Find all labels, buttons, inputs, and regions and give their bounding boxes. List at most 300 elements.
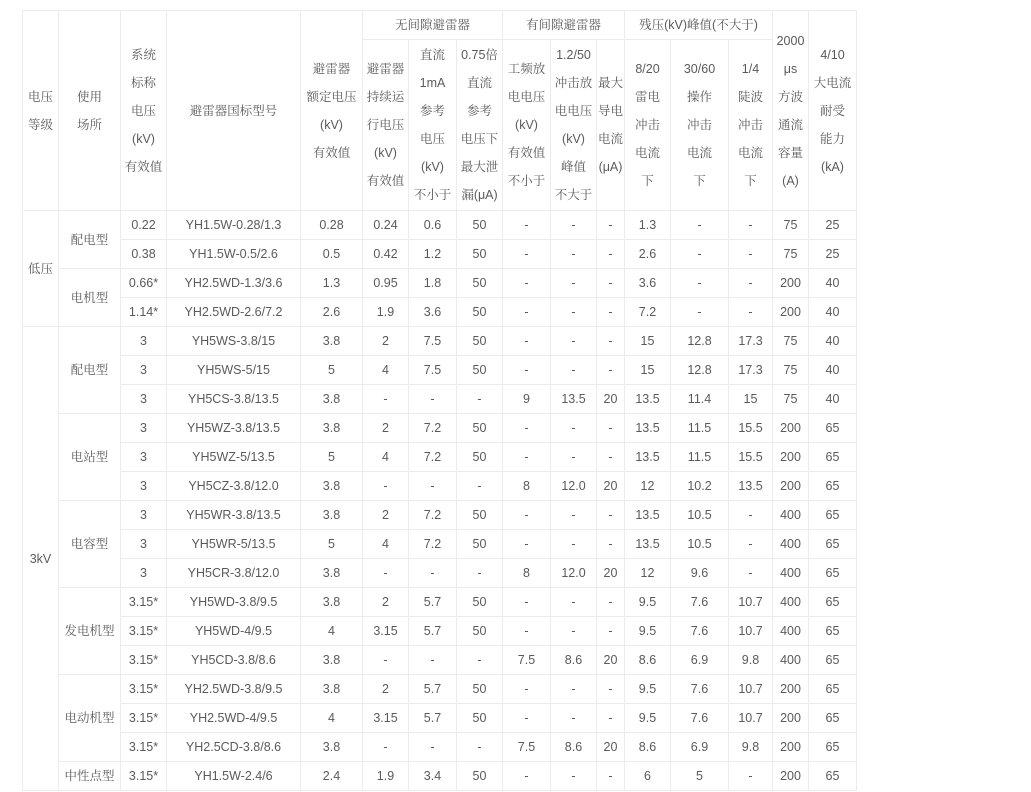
- cell-model: YH5WD-4/9.5: [167, 617, 301, 646]
- cell-system-voltage: 3: [121, 414, 167, 443]
- cell-leakage: 50: [457, 443, 503, 472]
- cell-residual-3060: -: [671, 211, 729, 240]
- cell-rated-voltage: 4: [301, 704, 363, 733]
- cell-power-freq-spark: -: [503, 414, 551, 443]
- cell-rated-voltage: 0.28: [301, 211, 363, 240]
- cell-continuous-voltage: 2: [363, 501, 409, 530]
- cell-leakage: -: [457, 646, 503, 675]
- cell-residual-14: -: [729, 559, 773, 588]
- cell-power-freq-spark: -: [503, 327, 551, 356]
- cell-impulse-spark: -: [551, 414, 597, 443]
- cell-square-wave: 75: [773, 211, 809, 240]
- cell-high-current: 40: [809, 298, 857, 327]
- cell-residual-820: 6: [625, 762, 671, 791]
- cell-dc-ref-voltage: 7.2: [409, 530, 457, 559]
- cell-rated-voltage: 3.8: [301, 733, 363, 762]
- cell-residual-3060: 10.5: [671, 501, 729, 530]
- cell-residual-3060: 11.4: [671, 385, 729, 414]
- cell-high-current: 40: [809, 327, 857, 356]
- table-row: [23, 530, 857, 559]
- table-row: [23, 269, 857, 298]
- cell-residual-3060: 7.6: [671, 704, 729, 733]
- cell-continuous-voltage: -: [363, 472, 409, 501]
- cell-power-freq-spark: -: [503, 501, 551, 530]
- voltage-level-cell: 3kV: [23, 327, 59, 791]
- cell-high-current: 65: [809, 675, 857, 704]
- table-body: [23, 211, 857, 791]
- cell-residual-14: 10.7: [729, 588, 773, 617]
- cell-conduction-current: -: [597, 443, 625, 472]
- header-residual-14: 1/4 陡波 冲击 电流 下: [729, 40, 773, 211]
- cell-continuous-voltage: 2: [363, 588, 409, 617]
- cell-residual-820: 12: [625, 559, 671, 588]
- cell-high-current: 65: [809, 646, 857, 675]
- cell-leakage: 50: [457, 211, 503, 240]
- cell-residual-820: 1.3: [625, 211, 671, 240]
- cell-high-current: 65: [809, 414, 857, 443]
- cell-model: YH1.5W-0.28/1.3: [167, 211, 301, 240]
- header-residual-group: 残压(kV)峰值(不大于): [625, 11, 773, 40]
- table-row: [23, 617, 857, 646]
- cell-residual-14: -: [729, 211, 773, 240]
- cell-high-current: 40: [809, 269, 857, 298]
- cell-square-wave: 75: [773, 356, 809, 385]
- cell-residual-14: -: [729, 240, 773, 269]
- cell-dc-ref-voltage: 7.5: [409, 356, 457, 385]
- cell-leakage: 50: [457, 356, 503, 385]
- header-gapless-dc-ref: 直流 1mA 参考 电压 (kV) 不小于: [409, 40, 457, 211]
- cell-conduction-current: -: [597, 501, 625, 530]
- cell-continuous-voltage: 4: [363, 443, 409, 472]
- cell-dc-ref-voltage: 5.7: [409, 617, 457, 646]
- cell-model: YH5WS-5/15: [167, 356, 301, 385]
- cell-square-wave: 200: [773, 298, 809, 327]
- cell-residual-820: 13.5: [625, 530, 671, 559]
- cell-rated-voltage: 3.8: [301, 559, 363, 588]
- cell-leakage: 50: [457, 240, 503, 269]
- cell-residual-14: 10.7: [729, 617, 773, 646]
- cell-system-voltage: 3.15*: [121, 675, 167, 704]
- cell-dc-ref-voltage: 1.8: [409, 269, 457, 298]
- cell-residual-820: 9.5: [625, 617, 671, 646]
- header-square-wave: 2000 μs 方波 通流 容量 (A): [773, 11, 809, 211]
- cell-impulse-spark: -: [551, 211, 597, 240]
- cell-continuous-voltage: -: [363, 385, 409, 414]
- cell-model: YH2.5WD-1.3/3.6: [167, 269, 301, 298]
- cell-rated-voltage: 3.8: [301, 414, 363, 443]
- cell-residual-3060: -: [671, 240, 729, 269]
- cell-impulse-spark: -: [551, 704, 597, 733]
- cell-power-freq-spark: -: [503, 356, 551, 385]
- cell-power-freq-spark: -: [503, 443, 551, 472]
- cell-impulse-spark: 8.6: [551, 733, 597, 762]
- cell-rated-voltage: 4: [301, 617, 363, 646]
- cell-continuous-voltage: 0.24: [363, 211, 409, 240]
- cell-square-wave: 400: [773, 559, 809, 588]
- cell-high-current: 65: [809, 443, 857, 472]
- usage-cell: 电站型: [59, 414, 121, 501]
- cell-residual-14: 10.7: [729, 675, 773, 704]
- table-header: [23, 11, 857, 211]
- cell-rated-voltage: 3.8: [301, 646, 363, 675]
- cell-residual-820: 3.6: [625, 269, 671, 298]
- cell-rated-voltage: 2.6: [301, 298, 363, 327]
- cell-residual-820: 9.5: [625, 588, 671, 617]
- cell-model: YH5CR-3.8/12.0: [167, 559, 301, 588]
- cell-residual-820: 8.6: [625, 733, 671, 762]
- cell-conduction-current: 20: [597, 646, 625, 675]
- cell-impulse-spark: -: [551, 617, 597, 646]
- cell-square-wave: 400: [773, 588, 809, 617]
- cell-model: YH1.5W-2.4/6: [167, 762, 301, 791]
- cell-conduction-current: 20: [597, 472, 625, 501]
- cell-impulse-spark: -: [551, 240, 597, 269]
- cell-power-freq-spark: -: [503, 762, 551, 791]
- cell-model: YH2.5WD-4/9.5: [167, 704, 301, 733]
- cell-dc-ref-voltage: -: [409, 646, 457, 675]
- cell-residual-820: 7.2: [625, 298, 671, 327]
- cell-residual-14: 15.5: [729, 443, 773, 472]
- cell-leakage: -: [457, 472, 503, 501]
- cell-system-voltage: 3: [121, 559, 167, 588]
- cell-conduction-current: -: [597, 617, 625, 646]
- table-row: [23, 588, 857, 617]
- cell-system-voltage: 0.66*: [121, 269, 167, 298]
- table-row: [23, 240, 857, 269]
- cell-leakage: 50: [457, 414, 503, 443]
- cell-impulse-spark: -: [551, 356, 597, 385]
- cell-residual-820: 15: [625, 356, 671, 385]
- cell-residual-3060: 10.2: [671, 472, 729, 501]
- cell-system-voltage: 3: [121, 327, 167, 356]
- cell-dc-ref-voltage: 3.6: [409, 298, 457, 327]
- cell-leakage: 50: [457, 530, 503, 559]
- usage-cell: 配电型: [59, 327, 121, 414]
- cell-high-current: 65: [809, 472, 857, 501]
- cell-leakage: 50: [457, 675, 503, 704]
- cell-continuous-voltage: 1.9: [363, 762, 409, 791]
- cell-dc-ref-voltage: 1.2: [409, 240, 457, 269]
- cell-rated-voltage: 3.8: [301, 472, 363, 501]
- cell-system-voltage: 3: [121, 356, 167, 385]
- cell-square-wave: 200: [773, 733, 809, 762]
- cell-residual-14: 9.8: [729, 733, 773, 762]
- usage-cell: 电容型: [59, 501, 121, 588]
- cell-residual-14: -: [729, 762, 773, 791]
- cell-leakage: 50: [457, 588, 503, 617]
- cell-continuous-voltage: -: [363, 646, 409, 675]
- cell-rated-voltage: 3.8: [301, 327, 363, 356]
- cell-residual-820: 13.5: [625, 443, 671, 472]
- cell-high-current: 40: [809, 385, 857, 414]
- cell-conduction-current: -: [597, 704, 625, 733]
- cell-high-current: 65: [809, 559, 857, 588]
- cell-leakage: 50: [457, 762, 503, 791]
- cell-square-wave: 400: [773, 617, 809, 646]
- cell-residual-3060: 6.9: [671, 733, 729, 762]
- voltage-level-cell: 低压: [23, 211, 59, 327]
- cell-high-current: 25: [809, 211, 857, 240]
- cell-leakage: -: [457, 559, 503, 588]
- cell-residual-820: 13.5: [625, 414, 671, 443]
- cell-square-wave: 200: [773, 269, 809, 298]
- table-row: [23, 211, 857, 240]
- cell-model: YH5WR-5/13.5: [167, 530, 301, 559]
- cell-continuous-voltage: 0.42: [363, 240, 409, 269]
- cell-residual-14: -: [729, 269, 773, 298]
- cell-power-freq-spark: -: [503, 704, 551, 733]
- cell-system-voltage: 3.15*: [121, 646, 167, 675]
- arrester-spec-table: [22, 10, 857, 791]
- cell-square-wave: 200: [773, 704, 809, 733]
- cell-square-wave: 400: [773, 646, 809, 675]
- cell-conduction-current: -: [597, 211, 625, 240]
- header-gapless-group: 无间隙避雷器: [363, 11, 503, 40]
- header-system-nominal-voltage: 系统 标称 电压 (kV) 有效值: [121, 11, 167, 211]
- cell-residual-820: 9.5: [625, 675, 671, 704]
- cell-continuous-voltage: -: [363, 559, 409, 588]
- cell-impulse-spark: 13.5: [551, 385, 597, 414]
- cell-model: YH2.5WD-3.8/9.5: [167, 675, 301, 704]
- cell-continuous-voltage: 4: [363, 530, 409, 559]
- cell-dc-ref-voltage: 5.7: [409, 588, 457, 617]
- cell-system-voltage: 3: [121, 385, 167, 414]
- cell-residual-14: 17.3: [729, 327, 773, 356]
- cell-continuous-voltage: -: [363, 733, 409, 762]
- cell-conduction-current: -: [597, 240, 625, 269]
- table-row: [23, 327, 857, 356]
- cell-high-current: 65: [809, 530, 857, 559]
- cell-model: YH5CD-3.8/8.6: [167, 646, 301, 675]
- cell-impulse-spark: 12.0: [551, 472, 597, 501]
- cell-square-wave: 200: [773, 675, 809, 704]
- cell-continuous-voltage: 1.9: [363, 298, 409, 327]
- usage-cell: 电机型: [59, 269, 121, 327]
- cell-model: YH5WS-3.8/15: [167, 327, 301, 356]
- cell-system-voltage: 0.38: [121, 240, 167, 269]
- cell-residual-3060: 6.9: [671, 646, 729, 675]
- cell-dc-ref-voltage: 7.5: [409, 327, 457, 356]
- cell-power-freq-spark: -: [503, 298, 551, 327]
- cell-leakage: 50: [457, 501, 503, 530]
- cell-residual-14: 17.3: [729, 356, 773, 385]
- cell-conduction-current: 20: [597, 385, 625, 414]
- usage-cell: 电动机型: [59, 675, 121, 762]
- cell-power-freq-spark: -: [503, 530, 551, 559]
- cell-impulse-spark: -: [551, 588, 597, 617]
- cell-model: YH5CZ-3.8/12.0: [167, 472, 301, 501]
- table-row: [23, 559, 857, 588]
- cell-residual-14: 10.7: [729, 704, 773, 733]
- cell-residual-820: 13.5: [625, 385, 671, 414]
- cell-conduction-current: 20: [597, 559, 625, 588]
- cell-square-wave: 400: [773, 501, 809, 530]
- table-row: [23, 501, 857, 530]
- cell-residual-3060: 12.8: [671, 356, 729, 385]
- cell-high-current: 65: [809, 588, 857, 617]
- cell-high-current: 65: [809, 733, 857, 762]
- cell-continuous-voltage: 3.15: [363, 704, 409, 733]
- header-residual-820: 8/20 雷电 冲击 电流 下: [625, 40, 671, 211]
- cell-dc-ref-voltage: 3.4: [409, 762, 457, 791]
- cell-power-freq-spark: 8: [503, 559, 551, 588]
- cell-model: YH2.5CD-3.8/8.6: [167, 733, 301, 762]
- table-row: [23, 298, 857, 327]
- table-row: [23, 385, 857, 414]
- cell-high-current: 40: [809, 356, 857, 385]
- cell-residual-14: -: [729, 501, 773, 530]
- cell-residual-820: 8.6: [625, 646, 671, 675]
- cell-residual-14: 13.5: [729, 472, 773, 501]
- cell-system-voltage: 3: [121, 530, 167, 559]
- cell-leakage: 50: [457, 269, 503, 298]
- cell-conduction-current: 20: [597, 733, 625, 762]
- cell-square-wave: 200: [773, 443, 809, 472]
- table-row: [23, 356, 857, 385]
- table-row: [23, 646, 857, 675]
- table-row: [23, 704, 857, 733]
- header-residual-3060: 30/60 操作 冲击 电流 下: [671, 40, 729, 211]
- cell-system-voltage: 0.22: [121, 211, 167, 240]
- cell-impulse-spark: 8.6: [551, 646, 597, 675]
- cell-leakage: 50: [457, 298, 503, 327]
- cell-impulse-spark: 12.0: [551, 559, 597, 588]
- cell-impulse-spark: -: [551, 327, 597, 356]
- cell-residual-3060: 10.5: [671, 530, 729, 559]
- cell-conduction-current: -: [597, 530, 625, 559]
- cell-dc-ref-voltage: 5.7: [409, 704, 457, 733]
- cell-system-voltage: 3.15*: [121, 588, 167, 617]
- cell-dc-ref-voltage: -: [409, 472, 457, 501]
- cell-dc-ref-voltage: 5.7: [409, 675, 457, 704]
- header-gapped-group: 有间隙避雷器: [503, 11, 625, 40]
- header-gapped-power-freq: 工频放 电电压 (kV) 有效值 不小于: [503, 40, 551, 211]
- cell-high-current: 25: [809, 240, 857, 269]
- cell-rated-voltage: 5: [301, 530, 363, 559]
- cell-rated-voltage: 2.4: [301, 762, 363, 791]
- cell-system-voltage: 3.15*: [121, 704, 167, 733]
- cell-rated-voltage: 3.8: [301, 501, 363, 530]
- header-gapless-leakage: 0.75倍 直流 参考 电压下 最大泄 漏(μA): [457, 40, 503, 211]
- cell-rated-voltage: 3.8: [301, 385, 363, 414]
- cell-impulse-spark: -: [551, 675, 597, 704]
- cell-leakage: -: [457, 733, 503, 762]
- header-high-current: 4/10 大电流 耐受 能力 (kA): [809, 11, 857, 211]
- cell-residual-3060: 12.8: [671, 327, 729, 356]
- cell-square-wave: 75: [773, 327, 809, 356]
- cell-leakage: -: [457, 385, 503, 414]
- header-gapless-continuous: 避雷器 持续运 行电压 (kV) 有效值: [363, 40, 409, 211]
- cell-power-freq-spark: -: [503, 211, 551, 240]
- cell-residual-3060: -: [671, 269, 729, 298]
- cell-dc-ref-voltage: -: [409, 559, 457, 588]
- cell-high-current: 65: [809, 617, 857, 646]
- cell-power-freq-spark: -: [503, 617, 551, 646]
- cell-power-freq-spark: -: [503, 269, 551, 298]
- cell-high-current: 65: [809, 501, 857, 530]
- cell-rated-voltage: 0.5: [301, 240, 363, 269]
- cell-continuous-voltage: 0.95: [363, 269, 409, 298]
- cell-power-freq-spark: 7.5: [503, 733, 551, 762]
- cell-square-wave: 200: [773, 414, 809, 443]
- cell-continuous-voltage: 4: [363, 356, 409, 385]
- usage-cell: 配电型: [59, 211, 121, 269]
- cell-model: YH5WR-3.8/13.5: [167, 501, 301, 530]
- cell-dc-ref-voltage: 0.6: [409, 211, 457, 240]
- header-gapped-impulse: 1.2/50 冲击放 电电压 (kV) 峰值 不大于: [551, 40, 597, 211]
- cell-residual-3060: 7.6: [671, 617, 729, 646]
- cell-residual-3060: 5: [671, 762, 729, 791]
- cell-impulse-spark: -: [551, 530, 597, 559]
- cell-conduction-current: -: [597, 762, 625, 791]
- cell-model: YH5WZ-5/13.5: [167, 443, 301, 472]
- cell-square-wave: 75: [773, 240, 809, 269]
- cell-residual-14: 15.5: [729, 414, 773, 443]
- cell-conduction-current: -: [597, 298, 625, 327]
- header-model: 避雷器国标型号: [167, 11, 301, 211]
- cell-continuous-voltage: 3.15: [363, 617, 409, 646]
- usage-cell: 中性点型: [59, 762, 121, 791]
- cell-residual-14: 15: [729, 385, 773, 414]
- cell-system-voltage: 3: [121, 443, 167, 472]
- cell-dc-ref-voltage: -: [409, 733, 457, 762]
- cell-dc-ref-voltage: 7.2: [409, 501, 457, 530]
- cell-system-voltage: 3: [121, 472, 167, 501]
- cell-model: YH2.5WD-2.6/7.2: [167, 298, 301, 327]
- table-row: [23, 762, 857, 791]
- cell-system-voltage: 3.15*: [121, 762, 167, 791]
- cell-power-freq-spark: -: [503, 588, 551, 617]
- cell-residual-820: 2.6: [625, 240, 671, 269]
- header-voltage-level: 电压 等级: [23, 11, 59, 211]
- cell-model: YH5WD-3.8/9.5: [167, 588, 301, 617]
- cell-conduction-current: -: [597, 327, 625, 356]
- cell-system-voltage: 3.15*: [121, 617, 167, 646]
- cell-conduction-current: -: [597, 588, 625, 617]
- cell-impulse-spark: -: [551, 501, 597, 530]
- cell-dc-ref-voltage: -: [409, 385, 457, 414]
- table-row: [23, 675, 857, 704]
- cell-residual-14: -: [729, 530, 773, 559]
- header-gapped-conduction: 最大 导电 电流 (μA): [597, 40, 625, 211]
- cell-high-current: 65: [809, 704, 857, 733]
- cell-conduction-current: -: [597, 269, 625, 298]
- cell-impulse-spark: -: [551, 443, 597, 472]
- table-row: [23, 733, 857, 762]
- cell-model: YH5WZ-3.8/13.5: [167, 414, 301, 443]
- cell-continuous-voltage: 2: [363, 327, 409, 356]
- cell-residual-3060: 9.6: [671, 559, 729, 588]
- cell-residual-3060: -: [671, 298, 729, 327]
- cell-square-wave: 200: [773, 762, 809, 791]
- table-container: [22, 10, 857, 791]
- cell-high-current: 65: [809, 762, 857, 791]
- cell-system-voltage: 3: [121, 501, 167, 530]
- table-row: [23, 472, 857, 501]
- cell-residual-14: 9.8: [729, 646, 773, 675]
- cell-leakage: 50: [457, 327, 503, 356]
- cell-residual-820: 15: [625, 327, 671, 356]
- cell-rated-voltage: 3.8: [301, 588, 363, 617]
- cell-rated-voltage: 1.3: [301, 269, 363, 298]
- cell-continuous-voltage: 2: [363, 675, 409, 704]
- cell-continuous-voltage: 2: [363, 414, 409, 443]
- cell-square-wave: 200: [773, 472, 809, 501]
- header-rated-voltage: 避雷器 额定电压 (kV) 有效值: [301, 11, 363, 211]
- header-usage: 使用 场所: [59, 11, 121, 211]
- cell-residual-3060: 11.5: [671, 414, 729, 443]
- cell-power-freq-spark: 8: [503, 472, 551, 501]
